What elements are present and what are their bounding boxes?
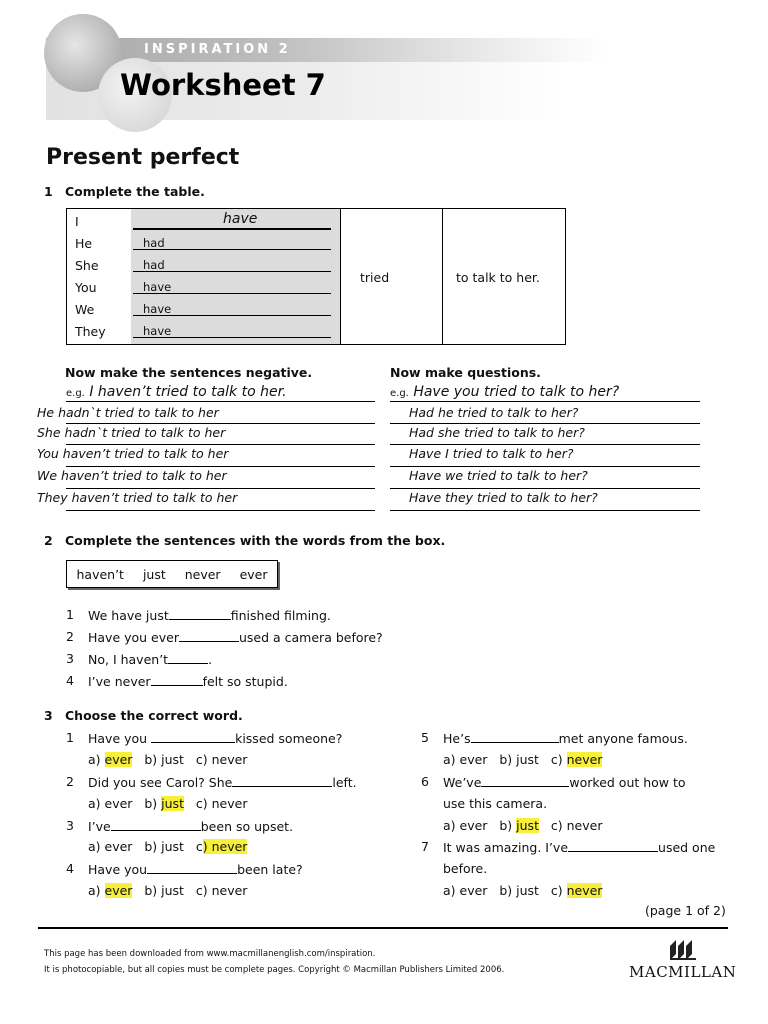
q3-sentence: It was amazing. I’ve used one: [443, 840, 716, 855]
answer-blank[interactable]: [168, 651, 208, 664]
q3-sentence: I’ve been so upset.: [88, 819, 294, 834]
answer-blank[interactable]: [169, 607, 231, 620]
answer-blank[interactable]: [232, 774, 332, 787]
verb-answer[interactable]: have: [143, 302, 172, 316]
questions-heading: Now make questions.: [390, 365, 541, 380]
verb-answer[interactable]: have: [223, 211, 258, 227]
page-indicator: (page 1 of 2): [645, 903, 726, 918]
box-word: haven’t: [76, 566, 124, 582]
item-number: 1: [66, 730, 74, 745]
pronoun: She: [75, 258, 99, 273]
item-number: 1: [66, 607, 74, 622]
q3-sentence-cont: use this camera.: [443, 796, 548, 811]
question-answer[interactable]: Had she tried to talk to her?: [409, 425, 585, 440]
q3-sentence-cont: before.: [443, 861, 488, 876]
selected-answer[interactable]: ) never: [202, 839, 248, 854]
question-answer[interactable]: Have I tried to talk to her?: [409, 446, 574, 461]
selected-answer[interactable]: just: [161, 796, 184, 811]
item-number: 3: [66, 818, 74, 833]
answer-blank[interactable]: [151, 730, 235, 743]
pronoun: We: [75, 302, 95, 317]
answer-blank[interactable]: [147, 861, 237, 874]
series-label: INSPIRATION 2: [144, 42, 291, 57]
q3-options: a) ever b) just c) never: [443, 818, 603, 833]
q2-sentence: No, I haven’t .: [88, 652, 213, 667]
answer-blank[interactable]: [568, 839, 658, 852]
q3-sentence: Have you kissed someone?: [88, 731, 343, 746]
q3-sentence: Have you been late?: [88, 862, 303, 877]
question-instruction: Complete the sentences with the words from the box.: [65, 533, 446, 548]
box-word: ever: [239, 566, 268, 582]
negative-answer[interactable]: You haven’t tried to talk to her: [37, 446, 229, 461]
answer-blank[interactable]: [111, 818, 201, 831]
question-answer[interactable]: Had he tried to talk to her?: [409, 405, 579, 420]
item-number: 3: [66, 651, 74, 666]
negative-answer[interactable]: She hadn`t tried to talk to her: [37, 425, 226, 440]
item-number: 4: [66, 861, 74, 876]
pronoun: He: [75, 236, 93, 251]
q3-sentence: He’s met anyone famous.: [443, 731, 688, 746]
box-word: just: [142, 566, 166, 582]
item-number: 6: [421, 774, 429, 789]
answer-blank[interactable]: [151, 673, 203, 686]
footer-divider: [38, 927, 728, 929]
question-number: 2: [44, 533, 53, 548]
pronoun: I: [75, 214, 79, 229]
verb-answer[interactable]: have: [143, 280, 172, 294]
item-number: 5: [421, 730, 429, 745]
macmillan-logo-icon: [668, 938, 698, 962]
negative-answer[interactable]: They haven’t tried to talk to her: [37, 490, 238, 505]
question-answer[interactable]: Have we tried to talk to her?: [409, 468, 588, 483]
q3-options: a) ever b) just c) never: [88, 839, 248, 854]
q3-options: a) ever b) just c) never: [443, 883, 603, 898]
box-word: never: [184, 566, 221, 582]
question-instruction: Choose the correct word.: [65, 708, 243, 723]
item-number: 7: [421, 839, 429, 854]
q2-sentence: We have just finished filming.: [88, 608, 331, 623]
question-number: 1: [44, 184, 53, 199]
selected-answer[interactable]: ever: [104, 752, 133, 767]
question-example: e.g. Have you tried to talk to her?: [390, 384, 620, 400]
item-number: 4: [66, 673, 74, 688]
selected-answer[interactable]: just: [516, 818, 539, 833]
q3-options: a) ever b) just c) never: [88, 883, 248, 898]
selected-answer[interactable]: never: [566, 752, 603, 767]
question-number: 3: [44, 708, 53, 723]
answer-blank[interactable]: [471, 730, 559, 743]
footer-copyright: It is photocopiable, but all copies must be complete pages. Copyright © Macmillan Publishers Limited 2006.: [44, 965, 505, 975]
verb-answer[interactable]: have: [143, 324, 172, 338]
page-title: Present perfect: [46, 145, 240, 170]
word-box: [66, 560, 278, 588]
selected-answer[interactable]: ever: [104, 883, 133, 898]
worksheet-title: Worksheet 7: [120, 68, 326, 102]
negative-answer[interactable]: He hadn`t tried to talk to her: [37, 405, 219, 420]
sentence-end: to talk to her.: [456, 270, 540, 285]
q3-sentence: Did you see Carol? She left.: [88, 775, 357, 790]
question-instruction: Complete the table.: [65, 184, 205, 199]
item-number: 2: [66, 774, 74, 789]
negative-answer[interactable]: We haven’t tried to talk to her: [37, 468, 227, 483]
question-answer[interactable]: Have they tried to talk to her?: [409, 490, 598, 505]
negatives-heading: Now make the sentences negative.: [65, 365, 313, 380]
verb-answer[interactable]: had: [143, 236, 165, 250]
q2-sentence: I’ve never felt so stupid.: [88, 674, 288, 689]
q3-options: a) ever b) just c) never: [88, 752, 248, 767]
item-number: 2: [66, 629, 74, 644]
footer-download-note: This page has been downloaded from www.macmillanenglish.com/inspiration.: [44, 949, 376, 959]
participle: tried: [360, 270, 390, 285]
q2-sentence: Have you ever used a camera before?: [88, 630, 383, 645]
q3-options: a) ever b) just c) never: [443, 752, 603, 767]
pronoun: You: [75, 280, 97, 295]
selected-answer[interactable]: never: [566, 883, 603, 898]
logo-wordmark: MACMILLAN: [629, 963, 737, 981]
pronoun: They: [75, 324, 106, 339]
negative-example: e.g. I haven’t tried to talk to her.: [66, 384, 287, 400]
q3-sentence: We’ve worked out how to: [443, 775, 686, 790]
answer-blank[interactable]: [481, 774, 569, 787]
macmillan-logo: [629, 938, 736, 981]
verb-answer[interactable]: had: [143, 258, 165, 272]
verb-table: [66, 208, 566, 345]
q3-options: a) ever b) just c) never: [88, 796, 248, 811]
answer-blank[interactable]: [179, 629, 239, 642]
